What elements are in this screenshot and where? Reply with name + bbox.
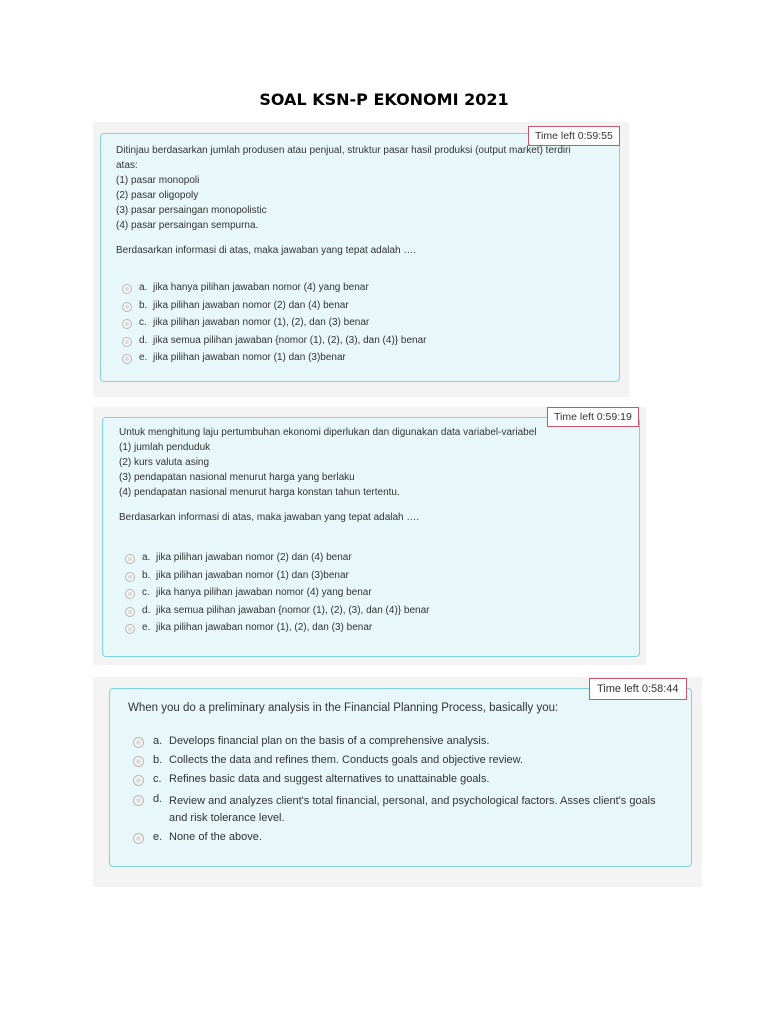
answer-options — [133, 735, 674, 850]
answer-option-b[interactable]: b. jika pilihan jawaban nomor (1) dan (3)benar — [125, 570, 429, 588]
radio-button-icon[interactable] — [125, 554, 135, 564]
document-title: SOAL KSN-P EKONOMI 2021 — [259, 90, 509, 109]
question-line: (2) kurs valuta asing — [119, 457, 210, 468]
radio-button-icon[interactable] — [125, 607, 135, 617]
answer-option-a[interactable]: a. Develops financial plan on the basis of a comprehensive analysis. — [133, 735, 674, 754]
answer-option-d[interactable]: d. jika semua pilihan jawaban {nomor (1), (2), (3), dan (4)} benar — [125, 605, 429, 623]
question-prompt: Berdasarkan informasi di atas, maka jawaban yang tepat adalah …. — [119, 512, 420, 523]
answer-option-e[interactable]: e. jika pilihan jawaban nomor (1) dan (3)benar — [122, 352, 426, 370]
quiz-screenshot-3 — [93, 677, 702, 887]
quiz-screenshot-2 — [93, 407, 646, 665]
question-line: (2) pasar oligopoly — [116, 190, 199, 201]
answer-option-a[interactable]: a. jika hanya pilihan jawaban nomor (4) yang benar — [122, 282, 426, 300]
radio-button-icon[interactable] — [122, 284, 132, 294]
answer-option-b[interactable]: b. jika pilihan jawaban nomor (2) dan (4) benar — [122, 300, 426, 318]
answer-option-e[interactable]: e. None of the above. — [133, 831, 674, 850]
answer-option-c[interactable]: c. Refines basic data and suggest alternatives to unattainable goals. — [133, 773, 674, 792]
answer-option-c[interactable]: c. jika hanya pilihan jawaban nomor (4) yang benar — [125, 587, 429, 605]
answer-options — [125, 552, 429, 640]
radio-button-icon[interactable] — [133, 775, 144, 786]
radio-button-icon[interactable] — [125, 624, 135, 634]
radio-button-icon[interactable] — [133, 756, 144, 767]
quiz-screenshot-1 — [93, 122, 629, 397]
answer-option-a[interactable]: a. jika pilihan jawaban nomor (2) dan (4) benar — [125, 552, 429, 570]
question-line: (4) pasar persaingan sempurna. — [116, 220, 259, 231]
question-line: Ditinjau berdasarkan jumlah produsen atau penjual, struktur pasar hasil produksi (output market) terdiri — [116, 145, 571, 156]
answer-option-e[interactable]: e. jika pilihan jawaban nomor (1), (2), dan (3) benar — [125, 622, 429, 640]
radio-button-icon[interactable] — [122, 354, 132, 364]
time-left-badge: Time left 0:59:19 — [547, 407, 639, 427]
question-text — [119, 425, 537, 525]
answer-options — [122, 282, 426, 370]
answer-option-b[interactable]: b. Collects the data and refines them. Conducts goals and objective review. — [133, 754, 674, 773]
answer-option-c[interactable]: c. jika pilihan jawaban nomor (1), (2), dan (3) benar — [122, 317, 426, 335]
radio-button-icon[interactable] — [125, 572, 135, 582]
answer-option-d[interactable]: d. Review and analyzes client's total financial, personal, and psychological factors. Asses client's goals and risk tolerance level. — [133, 793, 674, 831]
question-text — [116, 143, 571, 258]
time-left-badge: Time left 0:58:44 — [589, 678, 687, 700]
radio-button-icon[interactable] — [133, 833, 144, 844]
question-prompt: Berdasarkan informasi di atas, maka jawaban yang tepat adalah …. — [116, 245, 417, 256]
time-left-badge: Time left 0:59:55 — [528, 126, 620, 146]
question-text: When you do a preliminary analysis in the Financial Planning Process, basically you: — [128, 702, 559, 714]
radio-button-icon[interactable] — [125, 589, 135, 599]
radio-button-icon[interactable] — [133, 737, 144, 748]
question-line: (4) pendapatan nasional menurut harga konstan tahun tertentu. — [119, 487, 400, 498]
radio-button-icon[interactable] — [122, 302, 132, 312]
question-line: (1) jumlah penduduk — [119, 442, 211, 453]
question-line: (3) pasar persaingan monopolistic — [116, 205, 267, 216]
question-line: atas: — [116, 160, 138, 171]
radio-button-icon[interactable] — [133, 795, 144, 806]
radio-button-icon[interactable] — [122, 337, 132, 347]
question-line: Untuk menghitung laju pertumbuhan ekonomi diperlukan dan digunakan data variabel-variabel — [119, 427, 537, 438]
answer-option-d[interactable]: d. jika semua pilihan jawaban {nomor (1), (2), (3), dan (4)} benar — [122, 335, 426, 353]
question-line: (1) pasar monopoli — [116, 175, 200, 186]
radio-button-icon[interactable] — [122, 319, 132, 329]
question-line: (3) pendapatan nasional menurut harga yang berlaku — [119, 472, 355, 483]
